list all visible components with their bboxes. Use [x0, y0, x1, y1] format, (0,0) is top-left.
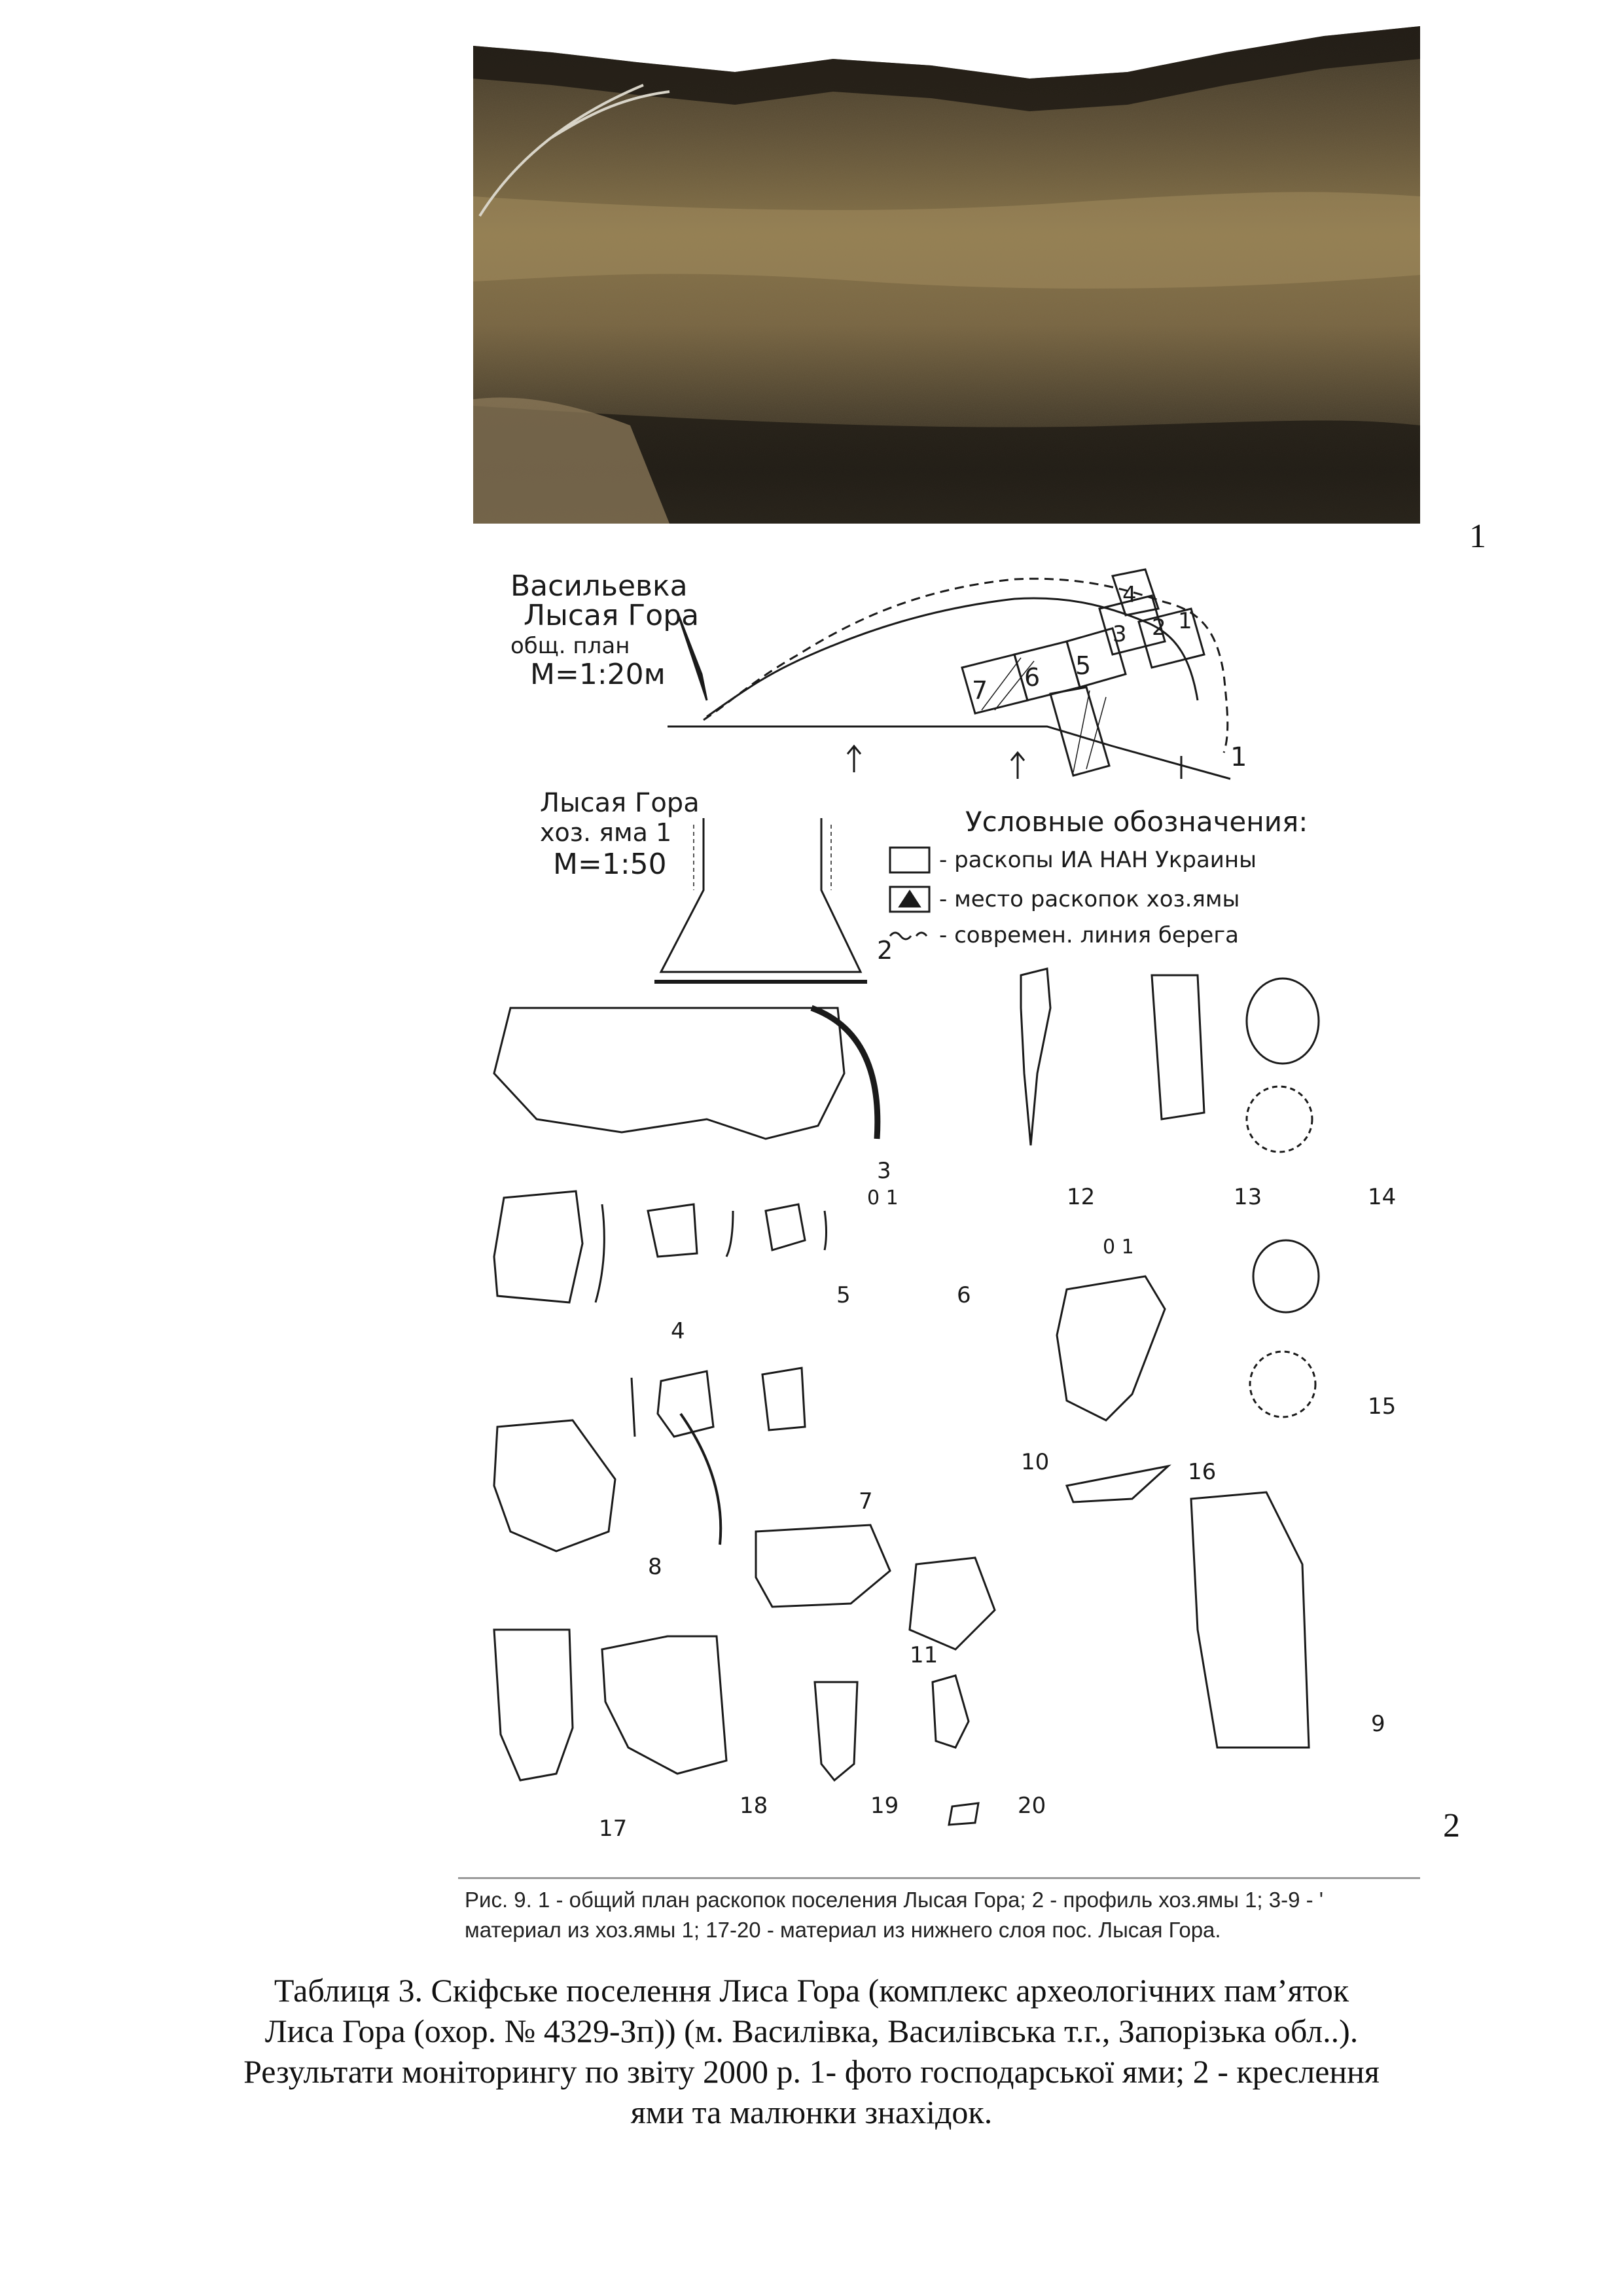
find-label-16: 16: [1188, 1459, 1217, 1485]
profile-title-line2: хоз. яма 1: [540, 818, 672, 847]
excavation-4: 4: [1122, 582, 1137, 608]
legend-item-3: - современ. линия берега: [939, 922, 1240, 948]
russian-caption-line1: Рис. 9. 1 - общий план раскопок поселения Лысая Гора; 2 - профиль хоз.ямы 1; 3-9 - ': [465, 1888, 1324, 1912]
find-label-6: 6: [957, 1282, 971, 1308]
find-label-4: 4: [671, 1318, 685, 1344]
excavation-2: 2: [1152, 615, 1166, 641]
table-caption-line3: Результати моніторингу по звіту 2000 р. 1- фото господарської ями; 2 - креслення: [243, 2053, 1380, 2090]
russian-figure-caption: [465, 1885, 1433, 1945]
excavation-6: 6: [1024, 663, 1041, 692]
profile-title-line1: Лысая Гора: [540, 788, 700, 818]
find-label-17: 17: [599, 1816, 628, 1842]
find-label-19: 19: [870, 1793, 899, 1819]
find-label-18: 18: [740, 1793, 768, 1819]
find-label-14: 14: [1368, 1184, 1397, 1210]
excavation-5: 5: [1075, 651, 1092, 680]
caption-divider: [458, 1877, 1420, 1879]
find-label-11: 11: [910, 1642, 938, 1668]
find-label-8: 8: [648, 1554, 662, 1580]
plan-scale: М=1:20м: [530, 658, 666, 691]
find-label-15: 15: [1368, 1393, 1397, 1420]
scale-bar-1: 0 1: [867, 1187, 899, 1210]
profile-label: 2: [877, 936, 893, 965]
scale-bar-2: 0 1: [1103, 1236, 1134, 1259]
find-label-7: 7: [859, 1488, 873, 1515]
find-label-3: 3: [877, 1158, 891, 1184]
legend-heading: Условные обозначения:: [965, 806, 1308, 838]
profile-scale: М=1:50: [553, 848, 667, 881]
table-caption-line4: ями та малюнки знахідок.: [630, 2094, 993, 2130]
excavation-3: 3: [1113, 621, 1127, 647]
pit-photo: [473, 0, 1420, 524]
legend-item-2: - место раскопок хоз.ямы: [939, 886, 1240, 912]
figure-label-2: 2: [1443, 1807, 1460, 1844]
drawing-plate: [458, 550, 1440, 1898]
legend-item-1: - раскопы ИА НАН Украины: [939, 847, 1257, 873]
find-label-5: 5: [836, 1282, 851, 1308]
plan-title-line2: Лысая Гора: [524, 599, 700, 632]
excavation-7: 7: [972, 676, 988, 705]
find-label-13: 13: [1234, 1184, 1262, 1210]
plan-title-line3: общ. план: [510, 633, 630, 659]
find-label-10: 10: [1021, 1449, 1050, 1475]
figure-label-1: 1: [1469, 518, 1486, 555]
excavation-1: 1: [1178, 608, 1192, 634]
plan-title-line1: Васильевка: [510, 569, 688, 603]
table-caption-line2: Лиса Гора (охор. № 4329-Зп)) (м. Василівка, Василівська т.г., Запорізька обл..).: [264, 2013, 1359, 2049]
find-label-9: 9: [1371, 1711, 1385, 1737]
table-caption: [170, 1970, 1453, 2132]
russian-caption-line2: материал из хоз.ямы 1; 17-20 - материал из нижнего слоя пос. Лысая Гора.: [465, 1918, 1221, 1942]
plan-shore-label: 1: [1230, 742, 1247, 772]
find-label-20: 20: [1018, 1793, 1046, 1819]
table-caption-line1: Таблиця 3. Скіфське поселення Лиса Гора (комплекс археологічних пам’яток: [274, 1972, 1349, 2009]
find-label-12: 12: [1067, 1184, 1096, 1210]
